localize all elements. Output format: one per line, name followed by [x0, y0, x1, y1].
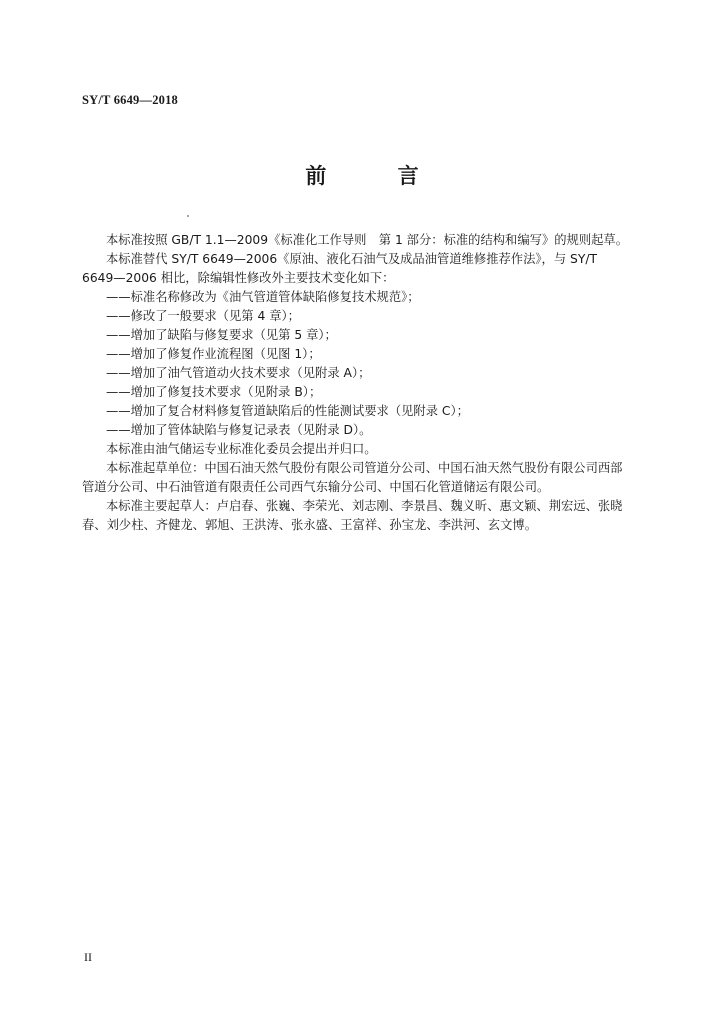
- foreword-body: [82, 231, 642, 535]
- change-item: ——增加了管体缺陷与修复记录表（见附录 D）。: [106, 423, 372, 437]
- standard-code-header: SY/T 6649—2018: [82, 93, 178, 107]
- change-item: ——增加了复合材料修复管道缺陷后的性能测试要求（见附录 C）；: [106, 404, 469, 418]
- page-number: II: [84, 950, 92, 964]
- page-title: 前 言: [305, 164, 451, 188]
- drafting-units-line-2: 管道分公司、中石油管道有限责任公司西气东输分公司、中国石化管道储运有限公司。: [82, 480, 550, 494]
- drafters-line-2: 春、刘少柱、齐健龙、郭旭、王洪涛、张永盛、王富祥、孙宝龙、李洪河、玄文博。: [82, 518, 537, 532]
- replacement-paragraph-line-1: 本标准替代 SY/T 6649—2006《原油、液化石油气及成品油管道维修推荐作法》，与 SY/T: [106, 252, 598, 266]
- change-item: ——增加了缺陷与修复要求（见第 5 章）；: [106, 328, 337, 342]
- replacement-paragraph-line-2: 6649—2006 相比，除编辑性修改外主要技术变化如下：: [82, 271, 395, 285]
- change-item: ——增加了修复技术要求（见附录 B）；: [106, 385, 322, 399]
- drafting-units-line-1: 本标准起草单位：中国石油天然气股份有限公司管道分公司、中国石油天然气股份有限公司西部: [106, 461, 623, 475]
- change-item: ——修改了一般要求（见第 4 章）；: [106, 309, 300, 323]
- change-item: ——标准名称修改为《油气管道管体缺陷修复技术规范》；: [106, 290, 420, 304]
- technical-changes-list: [82, 288, 642, 440]
- drafting-rule-paragraph: 本标准按照 GB/T 1.1—2009《标准化工作导则 第 1 部分：标准的结构和编写》的规则起草。: [106, 233, 629, 247]
- change-item: ——增加了油气管道动火技术要求（见附录 A）；: [106, 366, 371, 380]
- change-item: ——增加了修复作业流程图（见图 1）；: [106, 347, 321, 361]
- committee-paragraph: 本标准由油气储运专业标准化委员会提出并归口。: [106, 442, 377, 456]
- scan-speck: [187, 215, 189, 217]
- drafters-line-1: 本标准主要起草人：卢启春、张巍、李荣光、刘志刚、李景昌、魏义昕、惠文颖、荆宏远、张晓: [106, 499, 623, 513]
